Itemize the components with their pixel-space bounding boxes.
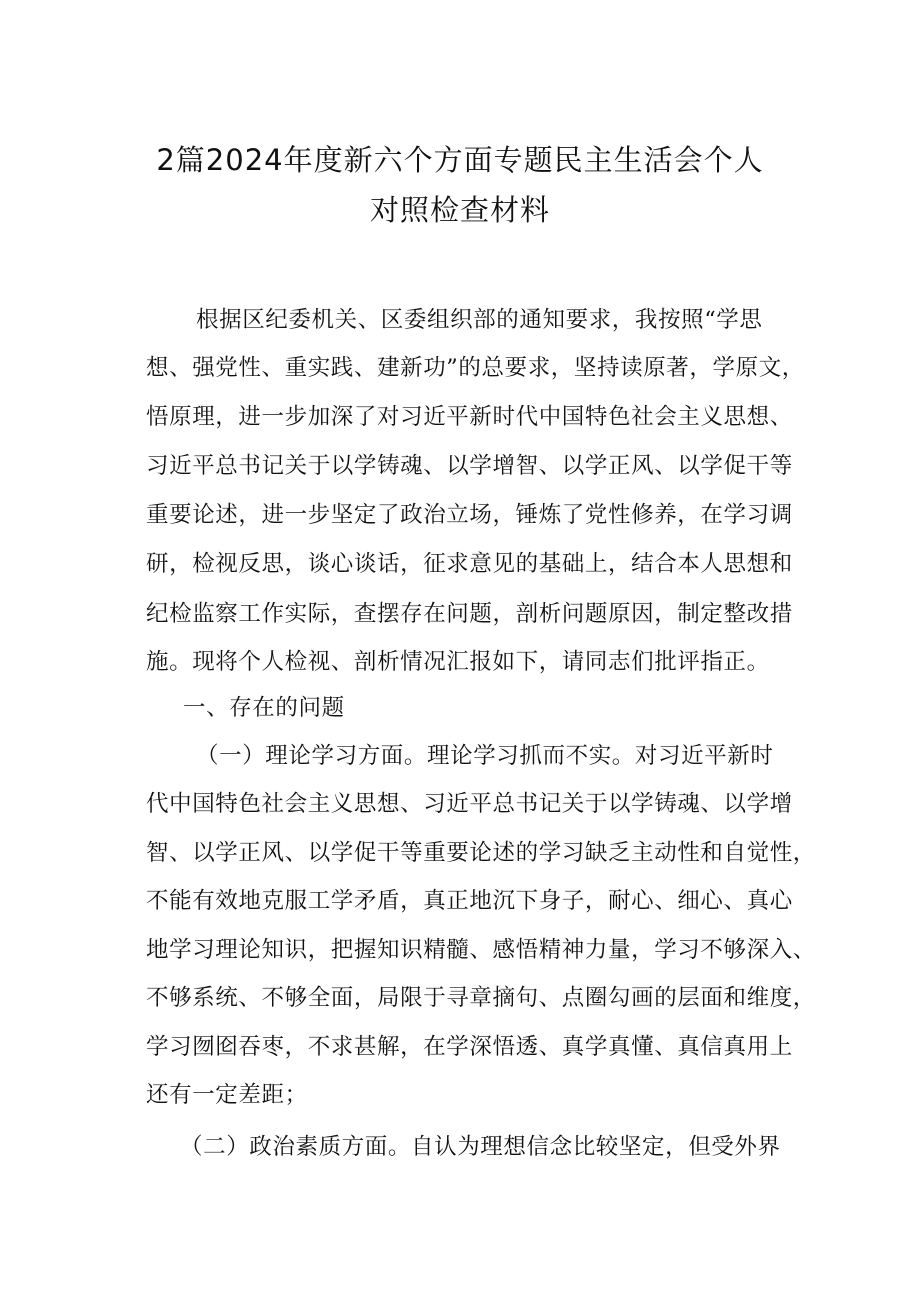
body-line: （一）理论学习方面。理论学习抓而不实。对习近平新时 [196,743,774,769]
document-title-line-2: 对照检查材料 [369,193,550,227]
body-line: 智、以学正风、以学促干等重要论述的学习缺乏主动性和自觉性， [146,840,816,866]
body-line: 习近平总书记关于以学铸魂、以学增智、以学正风、以学促干等 [146,453,793,479]
body-line: 代中国特色社会主义思想、习近平总书记关于以学铸魂、以学增 [146,791,793,817]
body-line: 施。现将个人检视、剖析情况汇报如下，请同志们批评指正。 [146,649,770,675]
body-line: 想、强党性、重实践、建新功”的总要求，坚持读原著，学原文， [146,355,805,381]
body-line: （二）政治素质方面。自认为理想信念比较坚定，但受外界 [180,1134,781,1160]
body-line: 地学习理论知识，把握知识精髓、感悟精神力量，学习不够深入、 [146,937,816,963]
body-line: 不够系统、不够全面，局限于寻章摘句、点圈勾画的层面和维度， [146,985,816,1011]
body-line: 不能有效地克服工学矛盾，真正地沉下身子，耐心、细心、真心 [146,888,793,914]
body-line: 纪检监察工作实际，查摆存在问题，剖析问题原因，制定整改措 [146,601,793,627]
body-line: 悟原理，进一步加深了对习近平新时代中国特色社会主义思想、 [146,404,793,430]
body-line: 根据区纪委机关、区委组织部的通知要求，我按照“学思 [196,307,763,333]
body-line: 还有一定差距； [146,1082,308,1108]
body-line: 研，检视反思，谈心谈话，征求意见的基础上，结合本人思想和 [146,551,793,577]
document-title-line-1: 2篇2024年度新六个方面专题民主生活会个人 [156,143,764,177]
section-heading: 一、存在的问题 [183,695,345,721]
body-line: 重要论述，进一步坚定了政治立场，锤炼了党性修养，在学习调 [146,502,793,528]
body-line: 学习囫囵吞枣，不求甚解，在学深悟透、真学真懂、真信真用上 [146,1034,793,1060]
